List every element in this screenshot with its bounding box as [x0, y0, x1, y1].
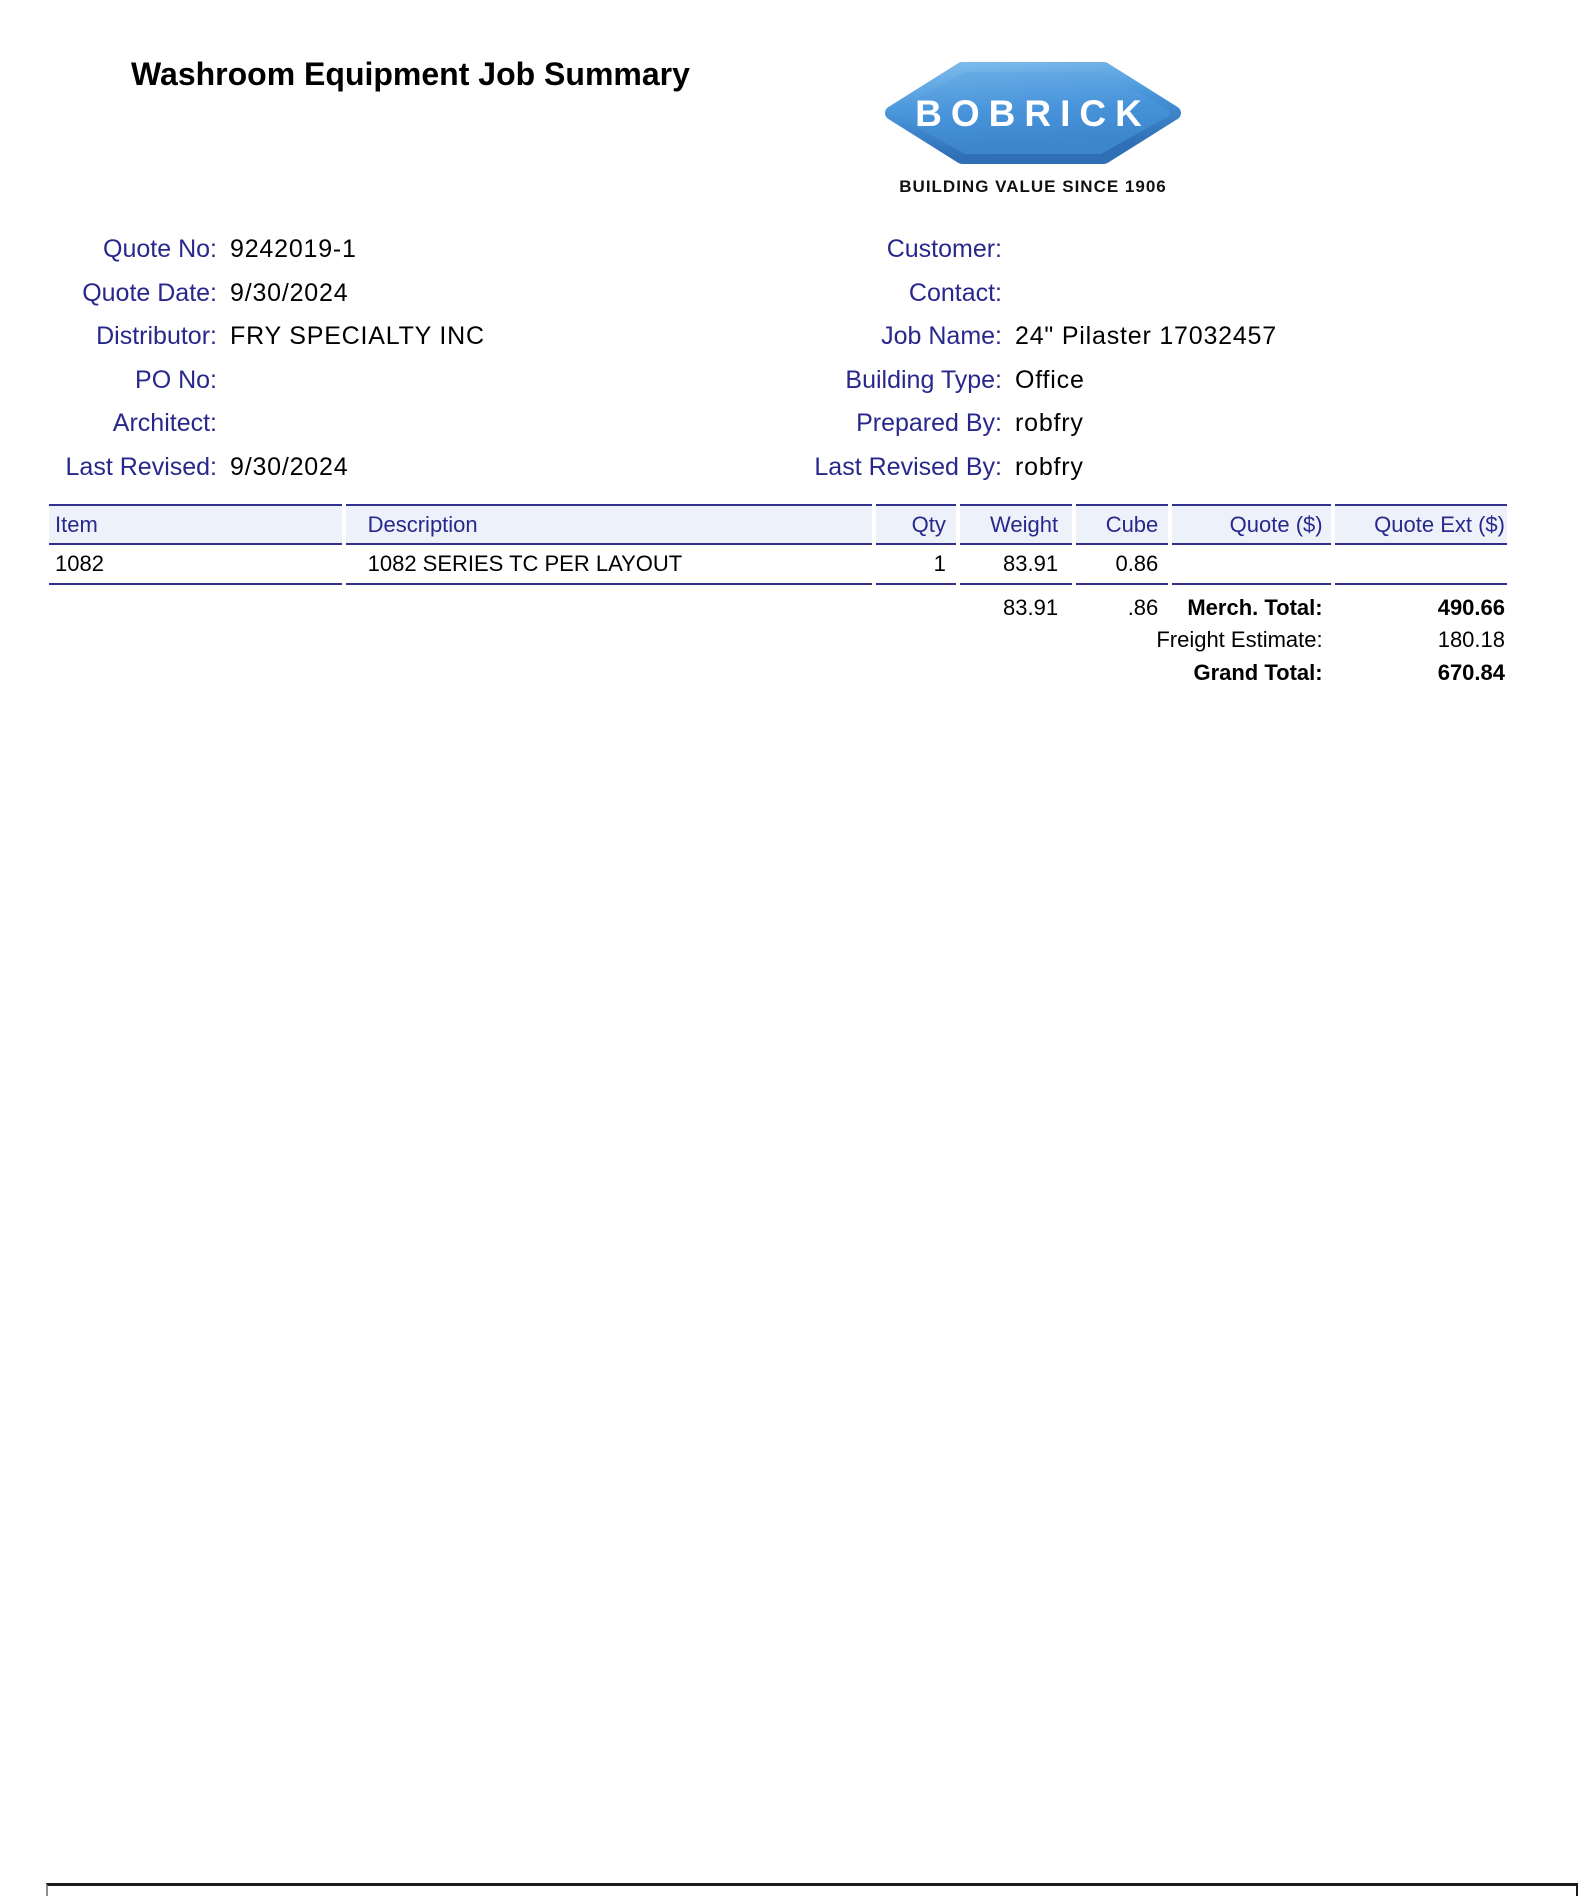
distributor-value: FRY SPECIALTY INC — [230, 322, 485, 351]
totals-row-freight — [49, 623, 1507, 656]
field-distributor — [45, 315, 485, 359]
table-row — [49, 545, 1507, 585]
prepared-by-label: Prepared By: — [856, 409, 1002, 438]
page-title: Washroom Equipment Job Summary — [131, 56, 690, 92]
last-revised-label: Last Revised: — [65, 452, 217, 481]
bobrick-logo-text: BOBRICK — [915, 93, 1151, 134]
col-header-weight: Weight — [960, 504, 1072, 545]
field-quote-no — [45, 228, 485, 272]
cell-quote — [1172, 545, 1330, 585]
cell-cube: 0.86 — [1076, 545, 1168, 585]
freight-estimate-value: 180.18 — [1437, 626, 1505, 652]
job-name-label: Job Name: — [881, 322, 1002, 351]
table-header-row — [49, 504, 1507, 545]
quote-date-value: 9/30/2024 — [230, 278, 349, 307]
field-prepared-by — [705, 402, 1277, 446]
job-name-value: 24" Pilaster 17032457 — [1015, 322, 1277, 351]
distributor-label: Distributor: — [96, 322, 217, 351]
bobrick-logo — [884, 58, 1182, 197]
weight-total: 83.91 — [1003, 594, 1059, 620]
logo-tagline: BUILDING VALUE SINCE 1906 — [899, 177, 1167, 196]
building-type-label: Building Type: — [845, 365, 1002, 394]
field-building-type — [705, 359, 1277, 403]
cell-quote-ext — [1335, 545, 1507, 585]
empty-cell — [49, 585, 342, 623]
po-no-label: PO No: — [135, 365, 217, 394]
merch-total-value: 490.66 — [1437, 594, 1505, 620]
empty-cell — [346, 585, 872, 623]
field-architect — [45, 402, 485, 446]
field-last-revised — [45, 446, 485, 490]
prepared-by-value: robfry — [1015, 409, 1084, 438]
quote-date-label: Quote Date: — [82, 278, 217, 307]
quote-no-value: 9242019-1 — [230, 235, 357, 264]
col-header-item: Item — [49, 504, 342, 545]
quote-details-right — [705, 228, 1277, 489]
line-items-table-wrap — [45, 504, 1511, 689]
last-revised-by-value: robfry — [1015, 452, 1084, 481]
totals-row-grand — [49, 656, 1507, 689]
field-contact — [705, 272, 1277, 316]
customer-label: Customer: — [886, 235, 1002, 264]
cell-qty: 1 — [876, 545, 956, 585]
cube-total: .86 — [1127, 594, 1159, 620]
col-header-cube: Cube — [1076, 504, 1168, 545]
freight-estimate-label: Freight Estimate: — [1156, 626, 1323, 652]
bobrick-logo-icon — [884, 58, 1182, 168]
quote-no-label: Quote No: — [103, 235, 217, 264]
quote-details-left — [45, 228, 485, 489]
empty-cell — [876, 585, 956, 623]
field-last-revised-by — [705, 446, 1277, 490]
col-header-quote-ext: Quote Ext ($) — [1335, 504, 1507, 545]
field-job-name — [705, 315, 1277, 359]
field-quote-date — [45, 272, 485, 316]
last-revised-value: 9/30/2024 — [230, 452, 349, 481]
architect-label: Architect: — [112, 409, 217, 438]
line-items-table — [45, 504, 1511, 689]
contact-label: Contact: — [908, 278, 1002, 307]
cell-item: 1082 — [49, 545, 342, 585]
totals-row-merch — [49, 585, 1507, 623]
building-type-value: Office — [1015, 365, 1085, 394]
grand-total-label: Grand Total: — [1193, 659, 1323, 685]
last-revised-by-label: Last Revised By: — [814, 452, 1002, 481]
col-header-qty: Qty — [876, 504, 956, 545]
footer-box — [46, 1883, 1578, 1896]
field-customer — [705, 228, 1277, 272]
grand-total-value: 670.84 — [1437, 659, 1505, 685]
cell-weight: 83.91 — [960, 545, 1072, 585]
field-po-no — [45, 359, 485, 403]
cell-description: 1082 SERIES TC PER LAYOUT — [346, 545, 872, 585]
merch-total-label: Merch. Total: — [1187, 594, 1323, 620]
col-header-quote: Quote ($) — [1172, 504, 1330, 545]
col-header-description: Description — [346, 504, 872, 545]
